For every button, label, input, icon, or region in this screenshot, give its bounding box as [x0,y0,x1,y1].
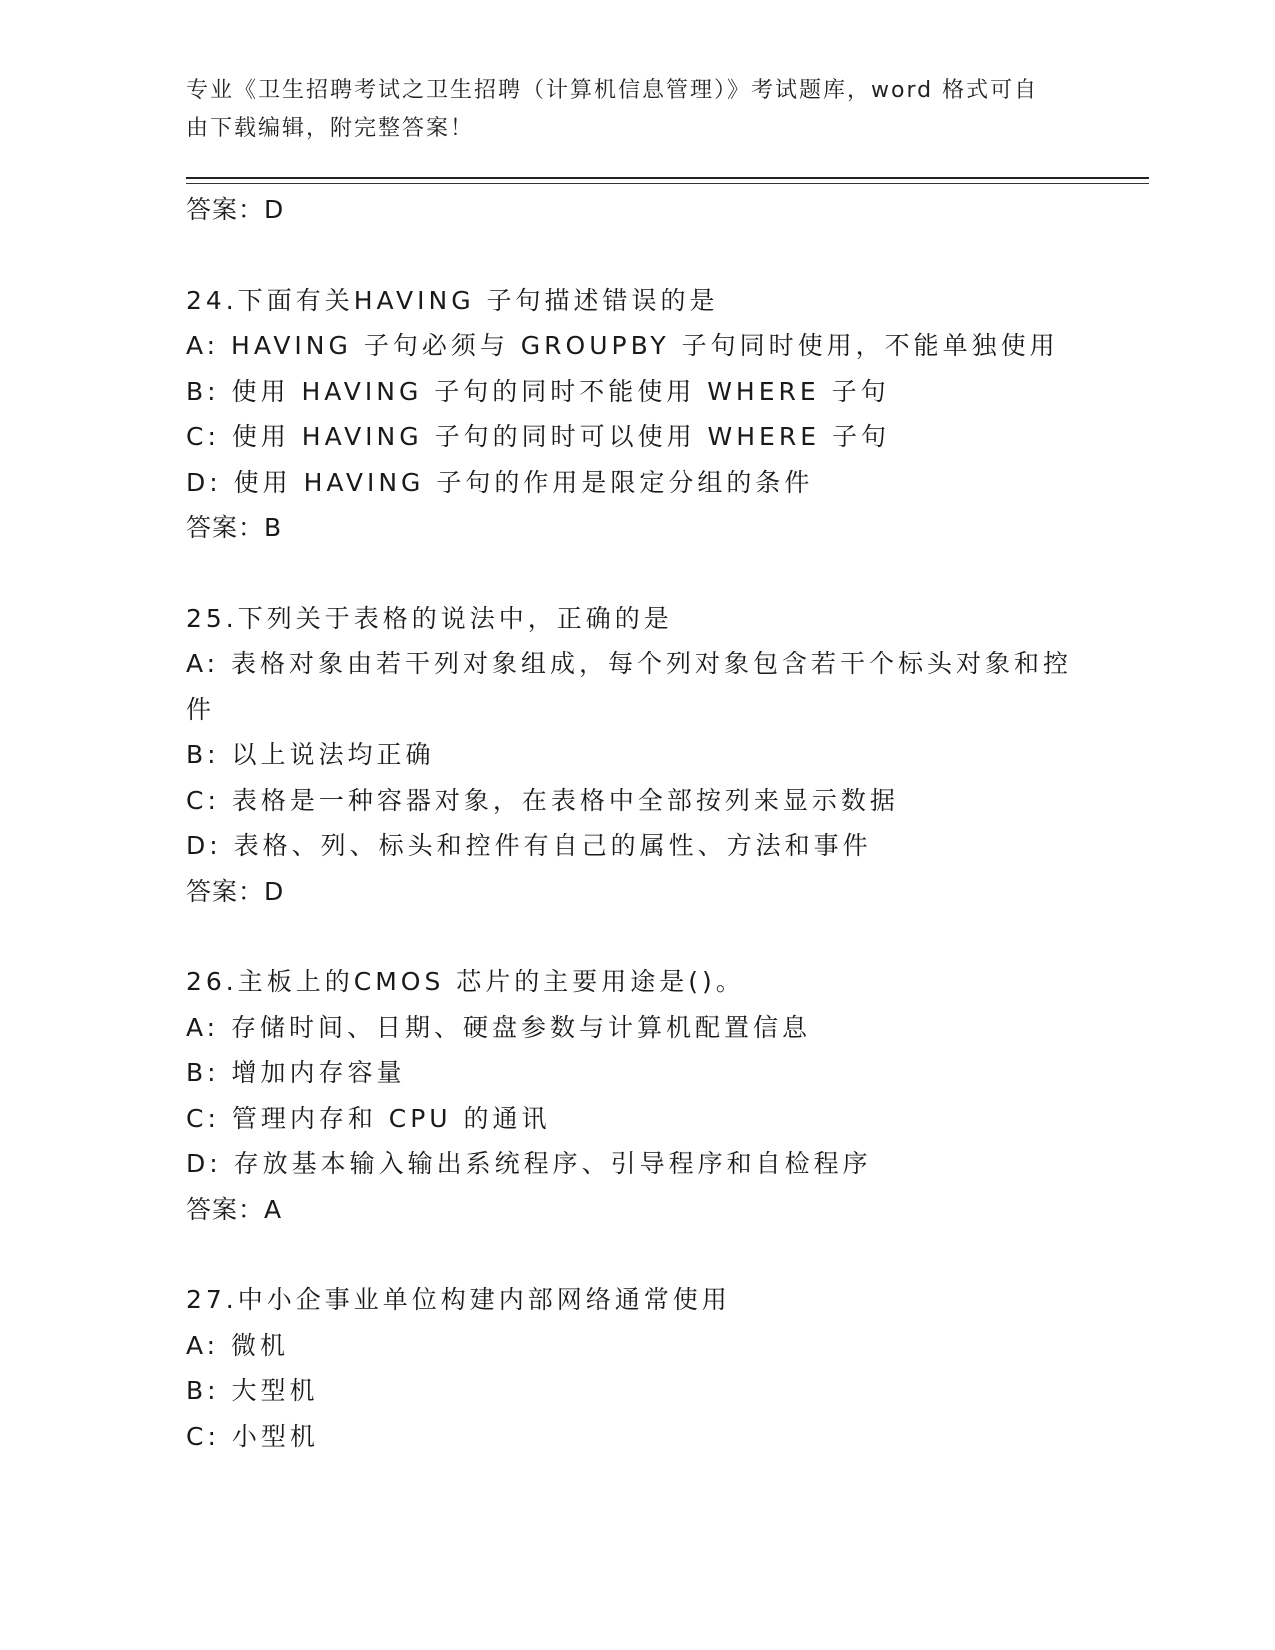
option-a: A: 微机 [186,1330,290,1360]
question-stem: 24.下面有关HAVING 子句描述错误的是 [186,285,719,315]
answer-line: 答案：D [186,876,285,906]
question-stem: 25.下列关于表格的说法中，正确的是 [186,603,673,633]
header-divider-thick [186,177,1149,179]
option-c: C: 小型机 [186,1421,319,1451]
question-stem: 27.中小企事业单位构建内部网络通常使用 [186,1285,731,1314]
option-a: A: 存储时间、日期、硬盘参数与计算机配置信息 [186,1012,812,1042]
header-divider-thin [186,183,1149,184]
question-list [186,187,1086,1459]
header-line-1: 专业《卫生招聘考试之卫生招聘（计算机信息管理）》考试题库，word 格式可自 [186,78,1039,103]
option-b: B: 大型机 [186,1376,319,1405]
header-line-2: 由下载编辑，附完整答案！ [186,116,475,141]
answer-line: 答案：B [186,513,283,542]
question-27 [186,1277,1086,1459]
option-d: D: 使用 HAVING 子句的作用是限定分组的条件 [186,467,814,497]
option-c: C: 管理内存和 CPU 的通讯 [186,1103,551,1133]
option-a: A: HAVING 子句必须与 GROUPBY 子句同时使用，不能单独使用 [186,331,1059,360]
option-a: A: 表格对象由若干列对象组成，每个列对象包含若干个标头对象和控件 [186,649,1073,724]
option-c: C: 表格是一种容器对象，在表格中全部按列来显示数据 [186,785,899,815]
option-b: B: 增加内存容量 [186,1058,406,1087]
option-c: C: 使用 HAVING 子句的同时可以使用 WHERE 子句 [186,422,890,451]
answer-line: 答案：A [186,1194,283,1224]
question-24 [186,278,1086,551]
document-header [186,72,1066,148]
answer-line: 答案：D [186,195,285,224]
question-stem: 26.主板上的CMOS 芯片的主要用途是()。 [186,967,745,996]
question-25 [186,596,1086,915]
option-d: D: 表格、列、标头和控件有自己的属性、方法和事件 [186,831,872,860]
option-d: D: 存放基本输入输出系统程序、引导程序和自检程序 [186,1149,872,1178]
question-26 [186,959,1086,1232]
option-b: B: 以上说法均正确 [186,740,435,769]
option-b: B: 使用 HAVING 子句的同时不能使用 WHERE 子句 [186,376,890,406]
